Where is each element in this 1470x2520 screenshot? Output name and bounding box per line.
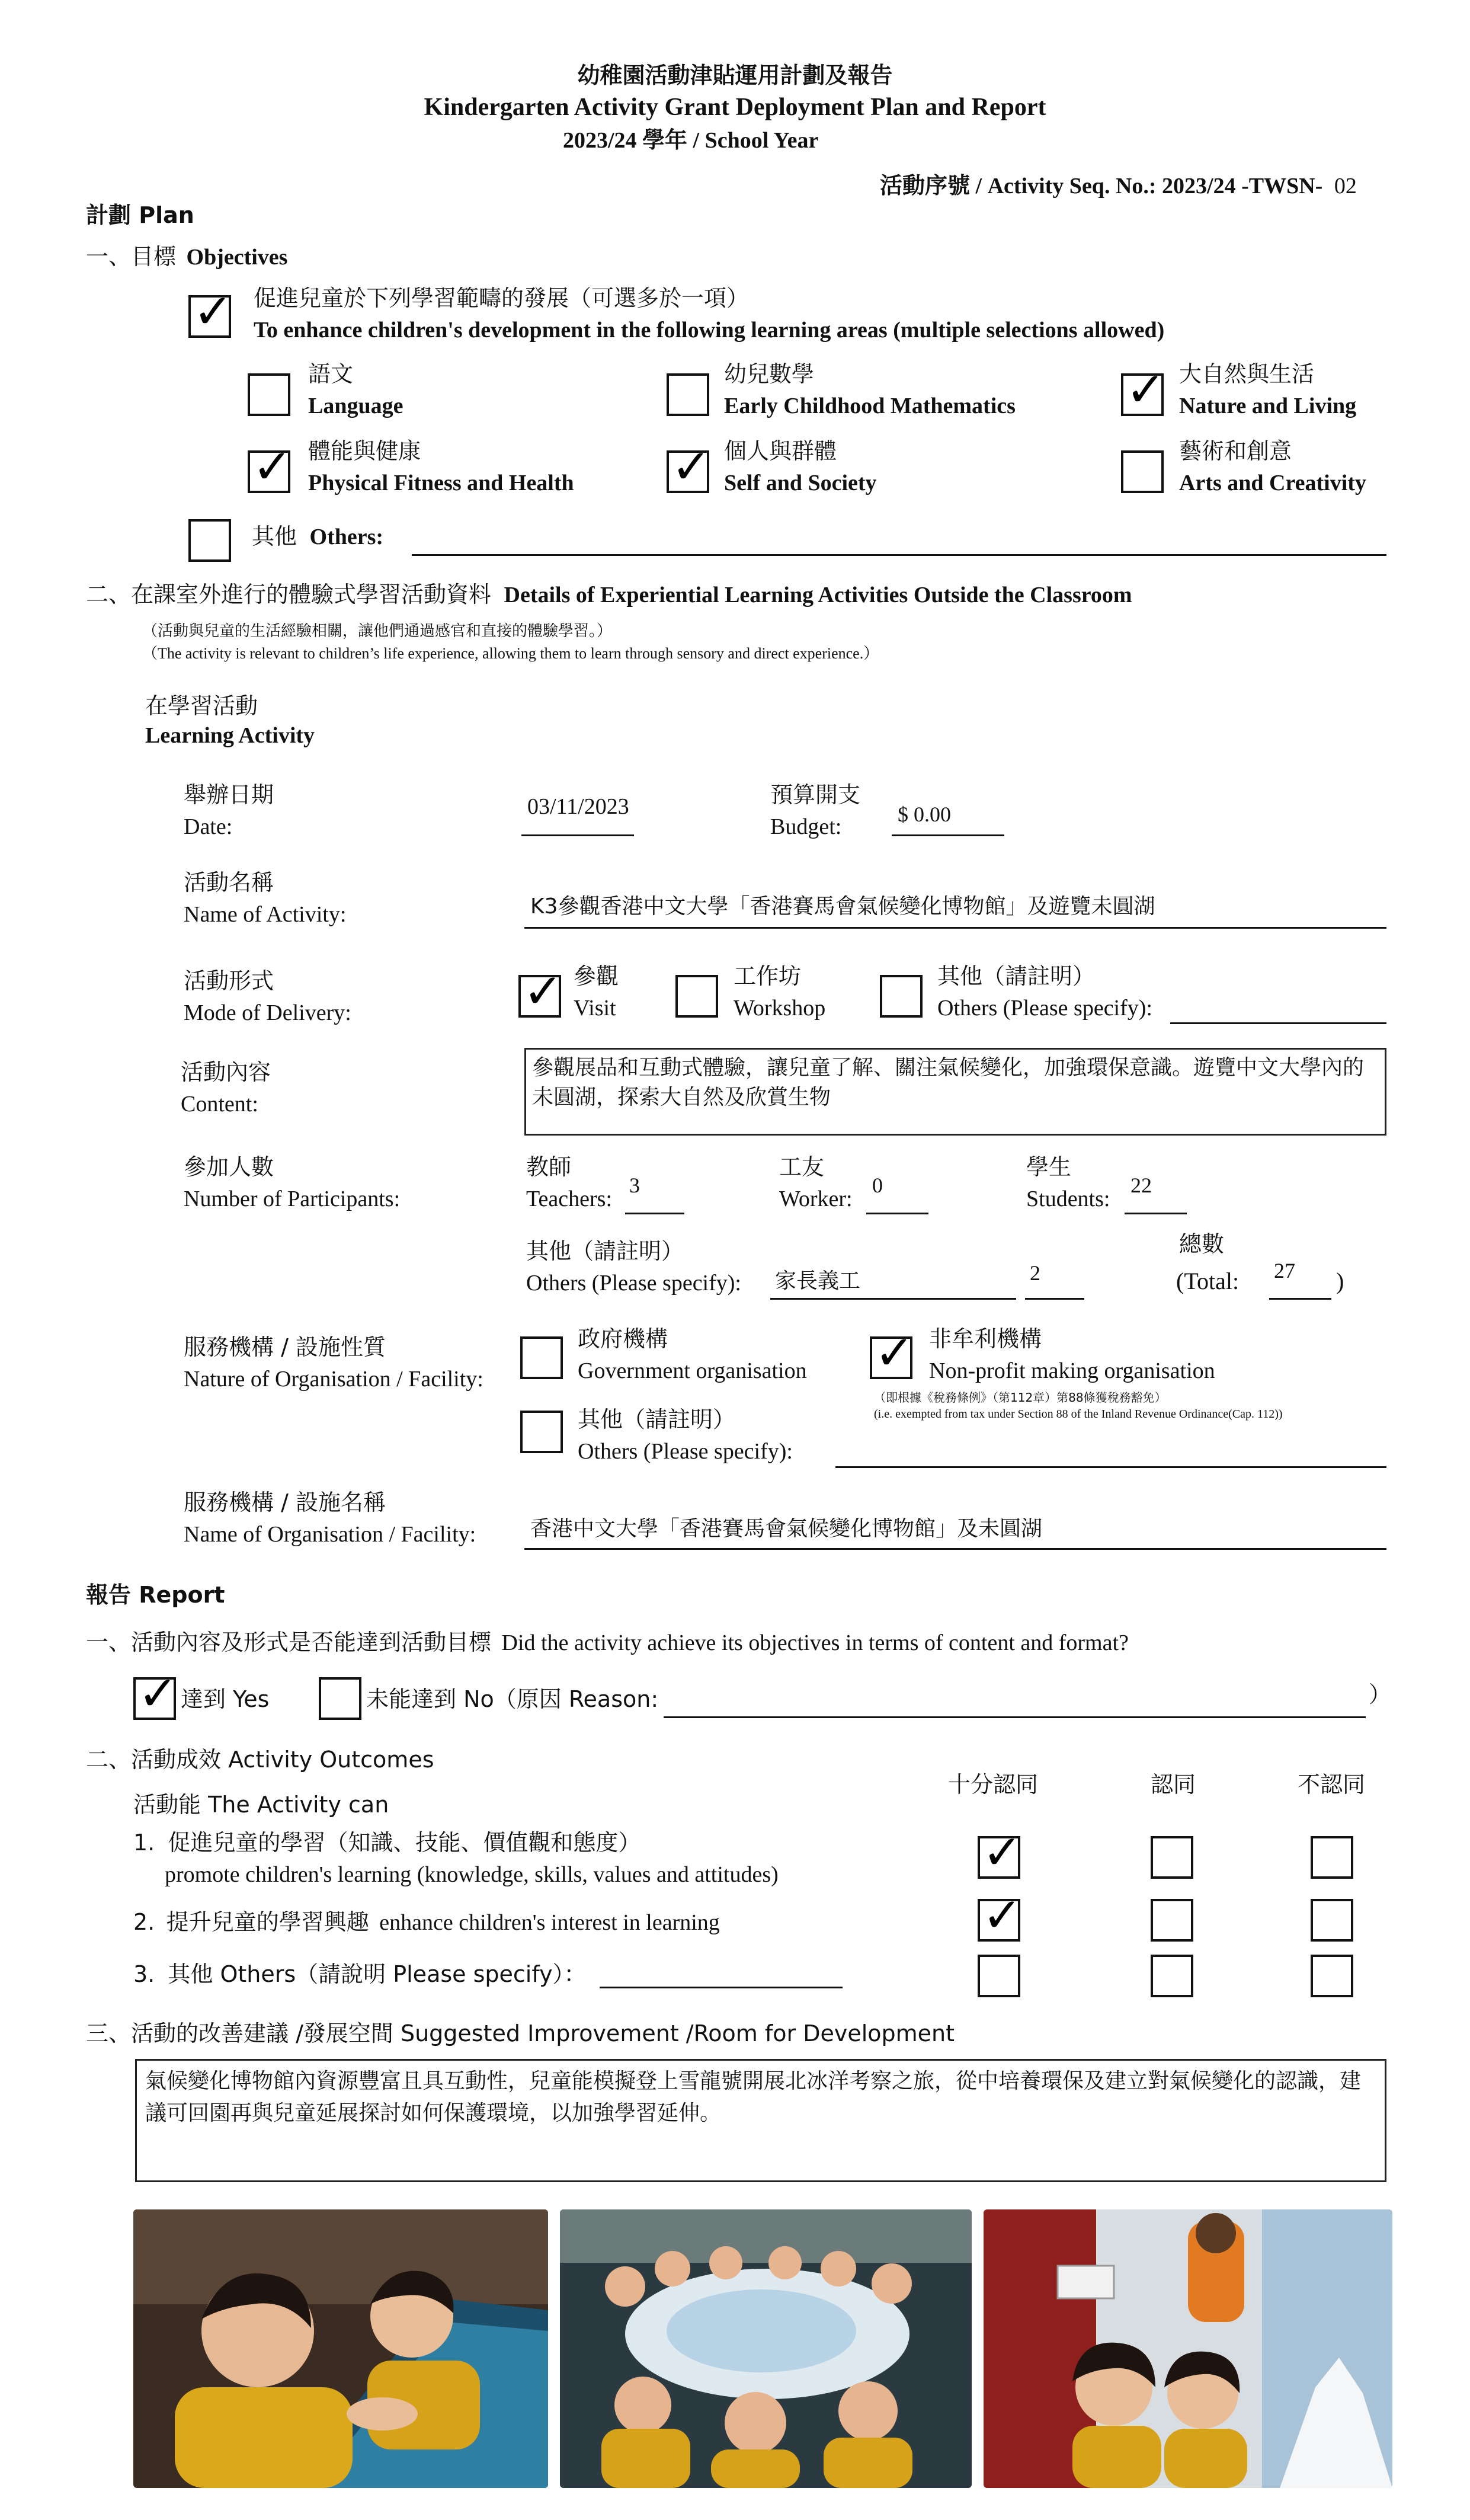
participants-others-count[interactable]: 2 — [1030, 1261, 1040, 1285]
area-math-en: Early Childhood Mathematics — [724, 394, 1016, 418]
org-nonprofit-en: Non-profit making organisation — [929, 1358, 1215, 1383]
outcome-1-strongly-agree-checkbox[interactable] — [978, 1825, 1023, 1880]
objectives-heading — [86, 243, 287, 271]
scale-agree: 認同 — [1151, 1771, 1196, 1798]
content-box[interactable] — [524, 1048, 1386, 1136]
area-fitness-zh: 體能與健康 — [308, 438, 421, 464]
details-note-zh: （活動與兒童的生活經驗相關，讓他們通過感官和直接的體驗學習。） — [142, 622, 613, 640]
outcome-3-strongly-agree-checkbox[interactable] — [978, 1955, 1020, 1997]
outcome-3-agree-checkbox[interactable] — [1151, 1955, 1193, 1997]
total-value[interactable]: 27 — [1274, 1259, 1295, 1283]
checkmark-icon: ✓ — [982, 1825, 1023, 1880]
checkmark-icon: ✓ — [671, 439, 712, 494]
total-label-zh: 總數 — [1179, 1231, 1225, 1257]
org-name-value[interactable]: 香港中文大學「香港賽馬會氣候變化博物館」及未圓湖 — [530, 1517, 1043, 1541]
scale-disagree: 不認同 — [1298, 1771, 1366, 1798]
mode-workshop-checkbox[interactable] — [675, 975, 718, 1018]
students-value[interactable]: 22 — [1130, 1173, 1152, 1197]
report-no-label: 未能達到 No（原因 Reason: — [366, 1686, 659, 1712]
area-language-en: Language — [308, 394, 403, 418]
workers-label-zh: 工友 — [779, 1154, 825, 1180]
area-math-checkbox[interactable] — [667, 373, 709, 416]
checkmark-icon: ✓ — [1126, 362, 1166, 417]
photo-2-illustration — [560, 2209, 972, 2488]
total-label-en: (Total: — [1176, 1268, 1240, 1294]
content-label-zh: 活動內容 — [181, 1059, 271, 1085]
date-line — [521, 834, 634, 836]
participants-label-zh: 參加人數 — [184, 1154, 274, 1180]
org-nature-label-en: Nature of Organisation / Facility: — [184, 1367, 483, 1392]
area-fitness-checkbox[interactable] — [248, 439, 293, 494]
teachers-label-en: Teachers: — [526, 1187, 613, 1211]
budget-value[interactable]: $ 0.00 — [898, 802, 951, 826]
details-note-en: （The activity is relevant to children’s life experience, allowing them to learn through sensory and direct experience.） — [142, 645, 879, 662]
org-others-line — [835, 1466, 1386, 1468]
seq-number: 02 — [1334, 174, 1357, 199]
objectives-intro-en: To enhance children's development in the following learning areas (multiple selections allowed) — [254, 318, 1165, 343]
checkmark-icon: ✓ — [193, 284, 233, 339]
report-no-reason-line — [664, 1716, 1366, 1718]
workers-label-en: Worker: — [779, 1187, 853, 1211]
outcome-3 — [133, 1961, 587, 1988]
report-heading: 報告 Report — [86, 1582, 225, 1608]
mode-visit-zh: 參觀 — [574, 963, 619, 989]
area-arts-checkbox[interactable] — [1121, 450, 1164, 493]
mode-others-line — [1170, 1022, 1386, 1024]
seq-label-en: / Activity Seq. No.: — [975, 174, 1157, 199]
outcome-2-text-en: enhance children's interest in learning — [379, 1910, 720, 1935]
area-fitness-en: Physical Fitness and Health — [308, 471, 574, 495]
org-nonprofit-checkbox[interactable] — [870, 1325, 915, 1380]
area-nature-en: Nature and Living — [1179, 394, 1357, 418]
objectives-heading-en: Objectives — [186, 245, 288, 270]
report-q1-en: Did the activity achieve its objectives in terms of content and format? — [501, 1630, 1129, 1655]
improvement-box[interactable] — [135, 2059, 1386, 2182]
budget-label-zh: 預算開支 — [770, 782, 861, 808]
org-government-zh: 政府機構 — [578, 1326, 668, 1352]
area-nature-checkbox[interactable] — [1121, 362, 1166, 417]
budget-label-en: Budget: — [770, 814, 842, 839]
area-math-zh: 幼兒數學 — [724, 361, 815, 387]
report-q1 — [86, 1629, 1129, 1656]
area-language-checkbox[interactable] — [248, 373, 290, 416]
outcome-2-disagree-checkbox[interactable] — [1311, 1899, 1353, 1942]
mode-others-en: Others (Please specify): — [937, 996, 1152, 1021]
outcome-3-text: 其他 Others（請說明 Please specify）： — [168, 1961, 587, 1987]
org-others-en: Others (Please specify): — [578, 1439, 793, 1464]
learning-activity-zh: 在學習活動 — [145, 693, 258, 719]
teachers-label-zh: 教師 — [526, 1154, 572, 1180]
outcome-2 — [133, 1908, 720, 1936]
teachers-line — [625, 1213, 684, 1214]
org-name-label-zh: 服務機構 / 設施名稱 — [184, 1489, 386, 1515]
mode-label-zh: 活動形式 — [184, 968, 274, 994]
outcomes-intro: 活動能 The Activity can — [133, 1792, 389, 1818]
area-society-zh: 個人與群體 — [724, 438, 837, 464]
others-label-en: Others: — [309, 525, 384, 549]
report-yes-label: 達到 Yes — [181, 1686, 270, 1712]
mode-others-zh: 其他（請註明） — [937, 963, 1096, 989]
outcome-2-strongly-agree-checkbox[interactable] — [978, 1888, 1023, 1943]
activity-seq-line — [880, 172, 1357, 200]
area-society-checkbox[interactable] — [667, 439, 712, 494]
students-line — [1125, 1213, 1187, 1214]
area-arts-zh: 藝術和創意 — [1179, 438, 1292, 464]
seq-value: 2023/24 -TWSN- — [1162, 174, 1323, 199]
form-title-en: Kindergarten Activity Grant Deployment Plan and Report — [424, 94, 1046, 121]
outcome-1-en: promote children's learning (knowledge, skills, values and attitudes) — [165, 1862, 779, 1887]
outcomes-heading: 二、活動成效 Activity Outcomes — [86, 1747, 434, 1773]
others-label-zh: 其他 — [252, 523, 297, 549]
activity-name-label-zh: 活動名稱 — [184, 869, 274, 896]
content-value: 參觀展品和互動式體驗，讓兒童了解、關注氣候變化，加強環保意識。遊覽中文大學內的未圓湖，探索大自然及欣賞生物 — [532, 1056, 1365, 1109]
area-society-en: Self and Society — [724, 471, 877, 495]
mode-visit-checkbox[interactable] — [518, 964, 563, 1019]
activity-name-line — [524, 927, 1386, 929]
org-name-line — [524, 1548, 1386, 1550]
outcome-2-text-zh: 提升兒童的學習興趣 — [166, 1909, 369, 1935]
outcome-1-num: 1. — [133, 1830, 155, 1856]
form-title-zh: 幼稚園活動津貼運用計劃及報告 — [577, 62, 893, 88]
workers-line — [866, 1213, 928, 1214]
checkmark-icon: ✓ — [523, 964, 563, 1019]
org-others-checkbox[interactable] — [520, 1411, 563, 1453]
objectives-heading-zh: 一、目標 — [86, 244, 177, 270]
content-label-en: Content: — [181, 1092, 258, 1117]
improvement-text: 氣候變化博物館內資源豐富且具互動性，兒童能模擬登上雪龍號開展北冰洋考察之旅，從中培養環保及建立對氣候變化的認識，建議可回園再與兒童延展探討如何保護環境，以加強學習延伸。 — [145, 2069, 1362, 2125]
checkmark-icon: ✓ — [875, 1325, 915, 1380]
checkmark-icon: ✓ — [982, 1888, 1023, 1943]
activity-photo-3 — [984, 2209, 1392, 2488]
checkmark-icon: ✓ — [252, 439, 293, 494]
photo-1-illustration — [133, 2209, 548, 2488]
total-close-paren: ) — [1336, 1268, 1344, 1294]
scale-strongly-agree: 十分認同 — [948, 1771, 1039, 1798]
org-government-en: Government organisation — [578, 1358, 807, 1383]
activity-photo-2 — [560, 2209, 972, 2488]
participants-others-label-en: Others (Please specify): — [526, 1271, 741, 1296]
outcome-1-agree-checkbox[interactable] — [1151, 1836, 1193, 1879]
details-heading — [86, 581, 1132, 609]
area-nature-zh: 大自然與生活 — [1179, 361, 1315, 387]
org-nonprofit-note-zh: （即根據《稅務條例》（第112章）第88條獲稅務豁免） — [874, 1390, 1167, 1405]
plan-heading: 計劃 Plan — [86, 202, 194, 228]
outcome-3-num: 3. — [133, 1961, 155, 1987]
outcome-3-disagree-checkbox[interactable] — [1311, 1955, 1353, 1997]
outcome-1-zh — [133, 1829, 640, 1856]
participants-others-value[interactable]: 家長義工 — [775, 1269, 861, 1293]
seq-label-zh: 活動序號 — [880, 172, 971, 199]
report-no-close: ） — [1369, 1681, 1392, 1707]
mode-visit-en: Visit — [574, 996, 616, 1021]
budget-line — [892, 834, 1004, 836]
mode-others-checkbox[interactable] — [880, 975, 923, 1018]
participants-others-label-zh: 其他（請註明） — [526, 1238, 684, 1264]
org-nature-label-zh: 服務機構 / 設施性質 — [184, 1334, 386, 1360]
mode-workshop-en: Workshop — [734, 996, 826, 1021]
learning-activity-en: Learning Activity — [145, 723, 315, 748]
workers-value[interactable]: 0 — [872, 1173, 883, 1197]
participants-others-line — [770, 1298, 1016, 1300]
participants-others-count-line — [1025, 1298, 1084, 1300]
school-year: 2023/24 學年 / School Year — [563, 128, 819, 153]
details-heading-en: Details of Experiential Learning Activities Outside the Classroom — [504, 583, 1132, 607]
area-language-zh: 語文 — [308, 361, 354, 387]
outcome-2-num: 2. — [133, 1909, 155, 1935]
org-nonprofit-note-en: (i.e. exempted from tax under Section 88 of the Inland Revenue Ordinance(Cap. 112)) — [874, 1408, 1283, 1421]
org-name-label-en: Name of Organisation / Facility: — [184, 1522, 476, 1547]
area-arts-en: Arts and Creativity — [1179, 471, 1366, 495]
total-line — [1269, 1298, 1331, 1300]
activity-name-value[interactable]: K3參觀香港中文大學「香港賽馬會氣候變化博物館」及遊覽未圓湖 — [530, 894, 1155, 919]
improvement-heading — [86, 2020, 955, 2048]
outcome-2-agree-checkbox[interactable] — [1151, 1899, 1193, 1942]
objectives-intro-zh: 促進兒童於下列學習範疇的發展（可選多於一項） — [254, 285, 750, 311]
participants-label-en: Number of Participants: — [184, 1187, 401, 1211]
objectives-intro-checkbox[interactable] — [188, 284, 233, 339]
date-label-zh: 舉辦日期 — [184, 782, 274, 808]
objectives-others-label — [252, 523, 383, 551]
students-label-zh: 學生 — [1026, 1154, 1072, 1180]
objectives-others-checkbox[interactable] — [188, 519, 231, 562]
org-government-checkbox[interactable] — [520, 1336, 563, 1379]
outcome-1-text-zh: 促進兒童的學習（知識、技能、價值觀和態度） — [168, 1830, 641, 1856]
org-nonprofit-zh: 非牟利機構 — [929, 1326, 1042, 1352]
outcome-1-disagree-checkbox[interactable] — [1311, 1836, 1353, 1879]
activity-name-label-en: Name of Activity: — [184, 902, 347, 927]
report-q1-zh: 一、活動內容及形式是否能達到活動目標 — [86, 1629, 492, 1655]
improvement-heading-text: 三、活動的改善建議 /發展空間 Suggested Improvement /Room for Development — [86, 2020, 955, 2046]
students-label-en: Students: — [1026, 1187, 1110, 1211]
outcome-3-line — [600, 1987, 843, 1988]
report-yes-checkbox[interactable] — [133, 1666, 178, 1721]
teachers-value[interactable]: 3 — [629, 1173, 640, 1197]
checkmark-icon: ✓ — [138, 1666, 178, 1721]
details-heading-zh: 二、在課室外進行的體驗式學習活動資料 — [86, 581, 492, 607]
photo-3-illustration — [984, 2209, 1392, 2488]
date-value[interactable]: 03/11/2023 — [527, 794, 629, 819]
mode-workshop-zh: 工作坊 — [734, 963, 802, 989]
report-no-checkbox[interactable] — [319, 1677, 361, 1720]
org-others-zh: 其他（請註明） — [578, 1406, 736, 1432]
objectives-others-line — [412, 554, 1386, 556]
date-label-en: Date: — [184, 814, 233, 839]
activity-photo-1 — [133, 2209, 548, 2488]
mode-label-en: Mode of Delivery: — [184, 1000, 351, 1025]
